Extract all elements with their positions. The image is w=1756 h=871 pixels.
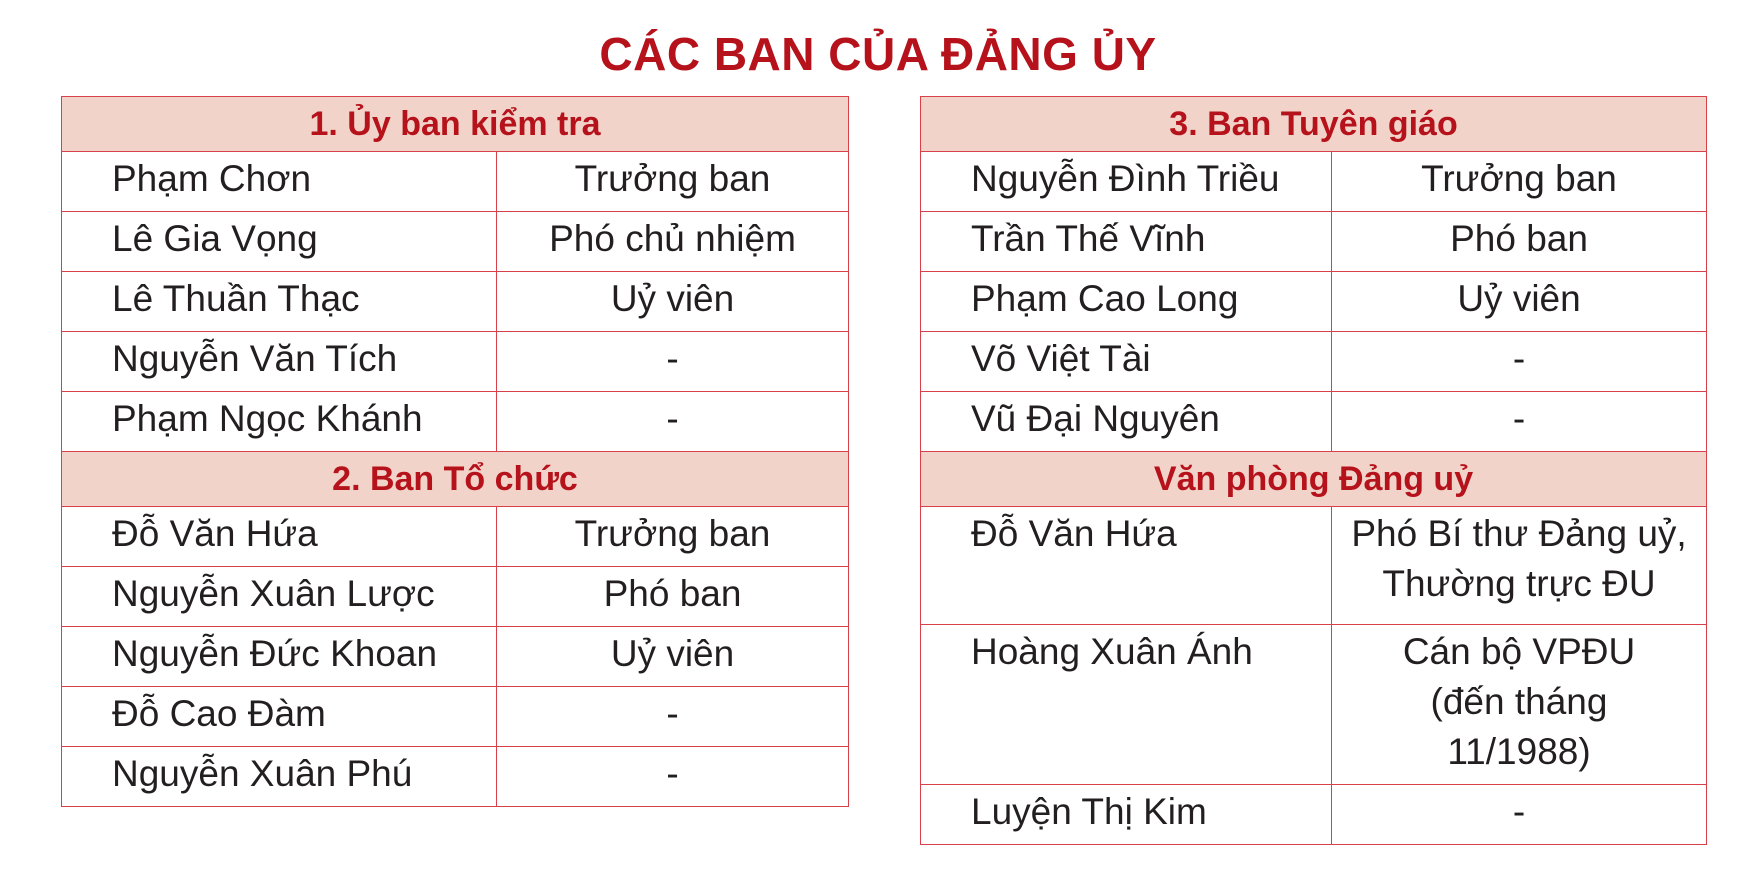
member-role: - <box>497 747 849 807</box>
table-row <box>921 152 1707 212</box>
table-row <box>62 567 849 627</box>
member-name: Vũ Đại Nguyên <box>921 392 1332 452</box>
table-row <box>921 785 1707 845</box>
member-name: Đỗ Cao Đàm <box>62 687 497 747</box>
section-header-organization-board: 2. Ban Tổ chức <box>62 452 849 507</box>
table-row <box>921 625 1707 785</box>
member-role: - <box>1332 332 1707 392</box>
section-header-inspection-committee: 1. Ủy ban kiểm tra <box>62 97 849 152</box>
table-row <box>62 627 849 687</box>
member-role <box>1332 507 1707 625</box>
table-row <box>921 332 1707 392</box>
table-row <box>62 392 849 452</box>
member-role: - <box>497 392 849 452</box>
table-row <box>62 272 849 332</box>
member-role: - <box>1332 785 1707 845</box>
member-role: Trưởng ban <box>1332 152 1707 212</box>
member-role: Trưởng ban <box>497 152 849 212</box>
member-role: Phó ban <box>1332 212 1707 272</box>
member-role: Uỷ viên <box>1332 272 1707 332</box>
table-row <box>62 507 849 567</box>
member-name: Nguyễn Xuân Lược <box>62 567 497 627</box>
member-name: Phạm Ngọc Khánh <box>62 392 497 452</box>
page-title: CÁC BAN CỦA ĐẢNG ỦY <box>599 28 1157 80</box>
member-role: Trưởng ban <box>497 507 849 567</box>
table-row <box>62 152 849 212</box>
member-role: Uỷ viên <box>497 272 849 332</box>
member-role: - <box>497 687 849 747</box>
member-name: Trần Thế Vĩnh <box>921 212 1332 272</box>
member-role: - <box>497 332 849 392</box>
member-name: Phạm Chơn <box>62 152 497 212</box>
section-header-party-office: Văn phòng Đảng uỷ <box>921 452 1707 507</box>
table-row <box>921 392 1707 452</box>
member-role: Uỷ viên <box>497 627 849 687</box>
table-row <box>62 747 849 807</box>
member-role-line: Thường trực ĐU <box>1382 563 1656 604</box>
member-name: Nguyễn Văn Tích <box>62 332 497 392</box>
table-row <box>921 272 1707 332</box>
section-header-propaganda-board: 3. Ban Tuyên giáo <box>921 97 1707 152</box>
table-row <box>62 687 849 747</box>
member-role-line: 11/1988) <box>1447 731 1591 772</box>
committee-table-right <box>920 96 1707 845</box>
member-name: Nguyễn Xuân Phú <box>62 747 497 807</box>
member-name: Nguyễn Đình Triều <box>921 152 1332 212</box>
member-name: Nguyễn Đức Khoan <box>62 627 497 687</box>
member-role-line: (đến tháng <box>1430 681 1608 722</box>
member-name: Luyện Thị Kim <box>921 785 1332 845</box>
member-name: Lê Thuần Thạc <box>62 272 497 332</box>
member-name: Hoàng Xuân Ánh <box>921 625 1332 785</box>
committee-table-left <box>61 96 849 807</box>
member-name: Đỗ Văn Hứa <box>62 507 497 567</box>
member-role-line: Cán bộ VPĐU <box>1402 631 1636 672</box>
member-role: Phó ban <box>497 567 849 627</box>
table-row <box>921 212 1707 272</box>
member-name: Lê Gia Vọng <box>62 212 497 272</box>
member-name: Võ Việt Tài <box>921 332 1332 392</box>
table-row <box>62 332 849 392</box>
table-row <box>62 212 849 272</box>
member-role: - <box>1332 392 1707 452</box>
member-name: Phạm Cao Long <box>921 272 1332 332</box>
member-role-line: Phó Bí thư Đảng uỷ, <box>1351 513 1687 554</box>
member-role <box>1332 625 1707 785</box>
member-name: Đỗ Văn Hứa <box>921 507 1332 625</box>
table-row <box>921 507 1707 625</box>
member-role: Phó chủ nhiệm <box>497 212 849 272</box>
